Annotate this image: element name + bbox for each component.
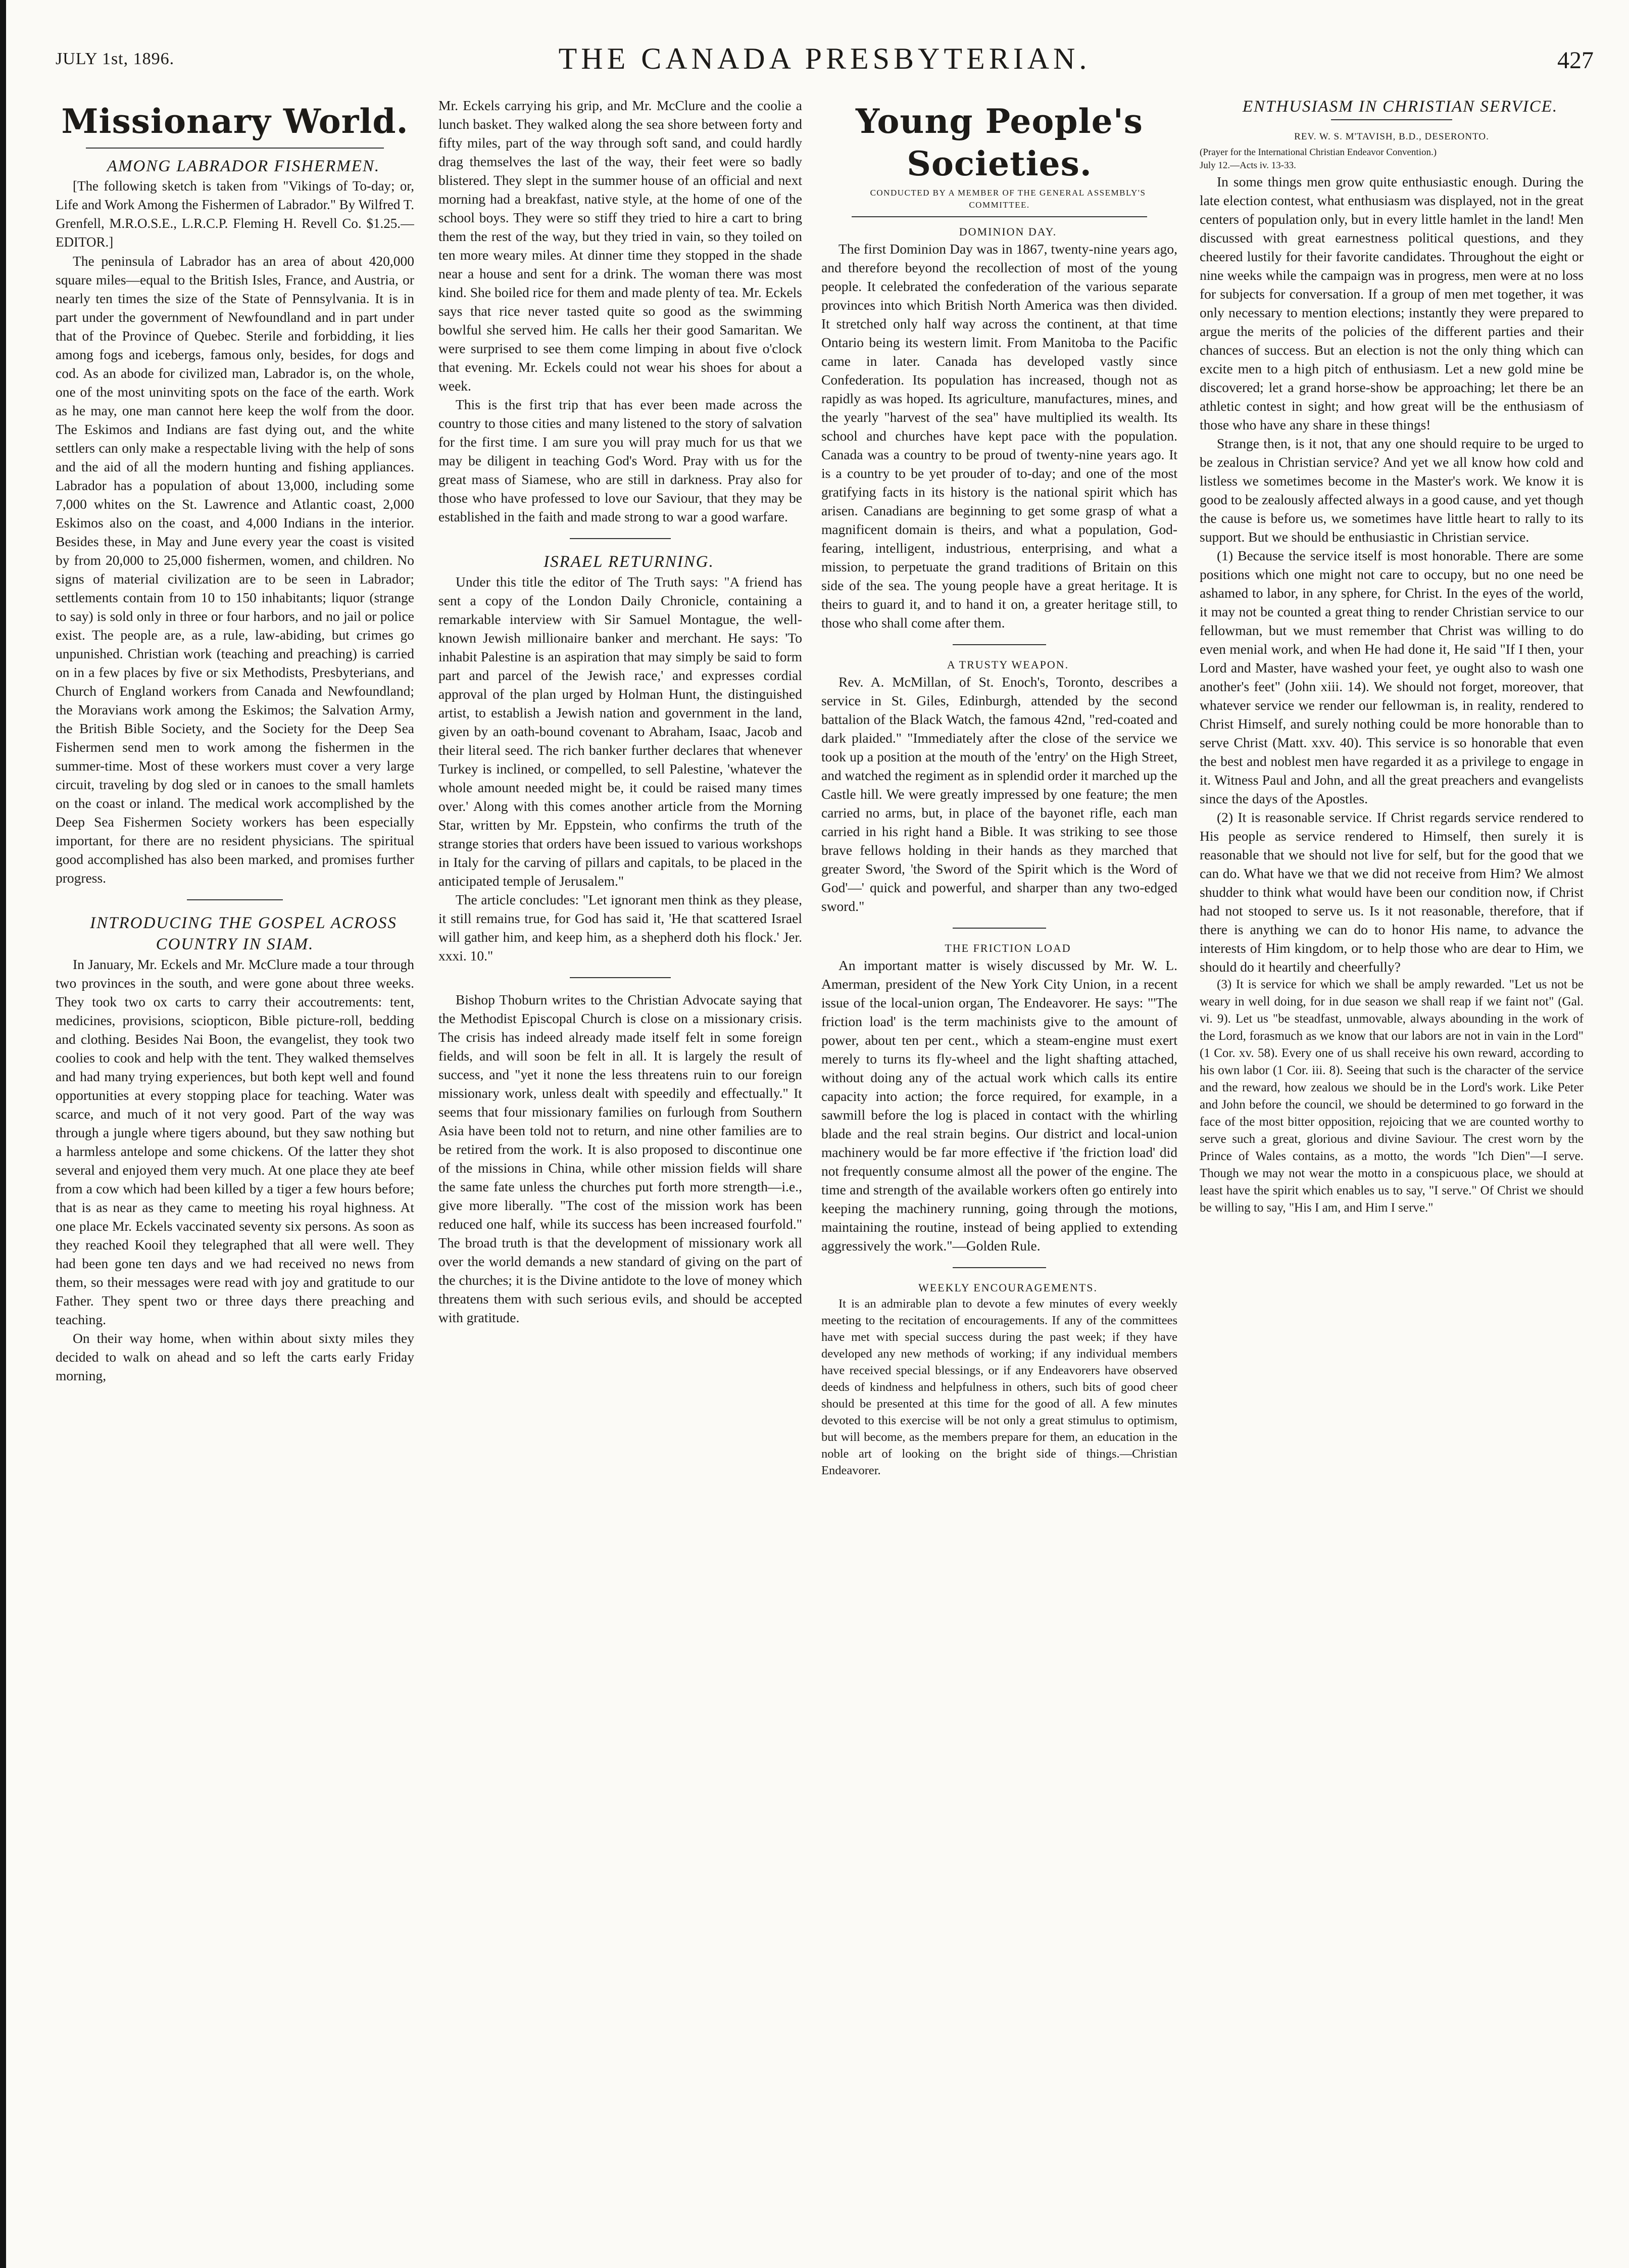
section-body-friction-load: An important matter is wisely discussed by Mr. W. L. Amerman, president of the New York City Union, in a recent issue of the local-union organ, The Endeavorer. He says: "'The friction load' is the term machinists give to the amount of power, about ten per cent., which a steam-engine must exert merely to turns its fly-wheel and the light shafting attached, without doing any of the actual work which calls its entire capacity into action; the force required, for example, in a sawmill before the log is placed in contact with the whirling blade and the real strain begins. Our district and local-union machinery would be far more effective if 'the friction load' did not frequently consume almost all the power of the engine. The time and strength of the available workers often go entirely into keeping the machinery running, going through the motions, maintaining the routine, instead of being applied to extending aggressively the work."—Golden Rule.: [821, 957, 1177, 1253]
divider: [953, 644, 1046, 645]
page-binding-edge: [0, 0, 6, 2268]
divider: [953, 1267, 1046, 1268]
article-body-enthusiasm-5: (3) It is service for which we shall be amply rewarded. "Let us not be weary in well doing, for in due season we shall reap if we faint not" (Gal. vi. 9). Let us "be steadfast, unmovable, always abounding in the work of the Lord, forasmuch as we know that our labors are not in vain in the Lord" (1 Cor. xv. 58). Every one of us shall receive his own reward, according to his own labor (1 Cor. iii. 8). Seeing that such is the character of the service and the reward, how zealous we should be in the Lord's work. Like Peter and John before the council, we should be determined to go forward in the face of the most bitter opposition, rejoicing that we are counted worthy to serve such a great, glorious and divine Saviour. The crest worn by the Prince of Wales contains, as a motto, the words "Ich Dien"—I serve. Though we may not wear the motto in a conspicuous place, we should at least have the spirit which enables us to say, "I serve." Of Christ we should be willing to say, "His I am, and Him I serve.": [1200, 978, 1584, 1215]
divider: [570, 977, 671, 978]
article-body-siam-2: On their way home, when within about sixty miles they decided to walk on ahead and so left the carts early Friday morning,: [56, 1330, 414, 1383]
article-body-enthusiasm-4: (2) It is reasonable service. If Christ regards service rendered to His people as service rendered to Himself, then surely it is reasonable that we should not live for self, but for the good that we can do. What have we that we did not receive from Him? We almost shudder to think what would have been our condition now, if Christ had not stooped to serve us. Is it not reasonable, therefore, that if there is anything we can do to honor His name, to advance the interests of Him kingdom, or to help those who are dear to Him, we should do it heartily and cheerfully?: [1200, 809, 1584, 975]
article-body-labrador: The peninsula of Labrador has an area of about 420,000 square miles—equal to the British Isles, France, and Austria, or nearly ten times the size of the State of Pennsylvania. It is in part under the government of Newfoundland and in part under that of the Province of Quebec. Sterile and forbidding, it lies among fogs and icebergs, famous only, besides, for dogs and cod. As an abode for civilized man, Labrador is, on the whole, one of the most uninviting spots on the face of the earth. Work as he may, one man cannot here keep the wolf from the door. The Eskimos and Indians are fast dying out, and the white settlers can only make a respectable living with the help of sons and the aid of all the modern hunting and fishing appliances. Labrador has a population of about 13,000, including some 7,000 whites on the St. Lawrence and Atlantic coast, 2,000 Eskimos also on the coast, and 4,000 Indians in the interior. Besides these, in May and June every year the coast is visited by from 20,000 to 25,000 fishermen, women, and children. No signs of material civilization are to be seen in Labrador; settlements contain from 10 to 150 inhabitants; liquor (strange to say) is sold only in three or four harbors, and no jail or police exist. The people are, as a rule, law-abiding, but crimes go unpunished. Christian work (teaching and preaching) is carried on in a few places by five or six Methodists, Presbyterians, and Church of England workers from Canada and Newfoundland; the Moravians work among the Eskimos; the Salvation Army, the British Bible Society, and the Society for the Deep Sea Fishermen send men to work among the fishermen in the summer-time. Most of these workers must cover a very large circuit, traveling by dog sled or in canoes to the small hamlets on the coast or inland. The medical work accomplished by the Deep Sea Fishermen Society workers has been especially important, for there are no resident physicians. The spiritual good accomplished has also been marked, and promises further progress.: [56, 253, 414, 886]
article-body-thoburn: Bishop Thoburn writes to the Christian Advocate saying that the Methodist Episcopal Church is close on a missionary crisis. The crisis has indeed already made itself felt in some foreign fields, and will soon be felt in all. It is largely the result of success, and "yet it none the less threatens ruin to our foreign missionary work, unless dealt with speedily and effectually." It seems that four missionary families on furlough from Southern Asia have been told not to return, and nine other families are to be retired from the work. It is also proposed to discontinue one of the missions in China, while other mission fields will share the same fate unless the churches put forth more strength—i.e., give more liberally. "The cost of the mission work has been reduced one half, while its success has been increased fourfold." The broad truth is that the development of missionary work all over the world demands a new standard of giving on the part of the churches; it is the Divine antidote to the love of money which threatens them with such serious evils, and should be accepted with gratitude.: [438, 992, 802, 1325]
editor-note: [The following sketch is taken from "Vikings of To-day; or, Life and Work Among the Fishermen of Labrador." By Wilfred T. Grenfell, M.R.O.S.E., L.R.C.P. Fleming H. Revell Co. $1.25.—EDITOR.]: [56, 178, 414, 250]
divider: [852, 216, 1147, 217]
column-3: [821, 96, 1177, 2243]
section-title-weekly-encouragements: WEEKLY ENCOURAGEMENTS.: [918, 1281, 1098, 1294]
article-body-siam-continued: Mr. Eckels carrying his grip, and Mr. McClure and the coolie a lunch basket. They walked along the sea shore between forty and fifty miles, part of the way through soft sand, and could hardly drag themselves the last of the way, their feet were so badly blistered. They slept in the summer house of an official and next morning had a breakfast, native style, at the home of one of the school boys. They were so stiff they tried to hire a cart to bring them the rest of the way, but they tried in vain, so they toiled on ten more weary miles. At dinner time they stopped in the shade near a house and sent for a drink. The woman there was most kind. She boiled rice for them and made plenty of tea. Mr. Eckels says that rice never tasted quite so good as the swimming bowlful she served him. He calls her their good Samaritan. We were surprised to see them come limping in about five o'clock that evening. Mr. Eckels could not wear his shoes for about a week.: [438, 98, 802, 394]
page-header: [56, 39, 1594, 95]
article-body-siam: In January, Mr. Eckels and Mr. McClure made a tour through two provinces in the south, and were gone about three weeks. They took two ox carts to carry their accoutrements: tent, medicines, provisions, sciopticon, Bible picture-roll, bedding and clothing. Besides Nai Boon, the evangelist, they took two coolies to cook and help with the tent. They walked themselves and had many trying experiences, but both kept well and found opportunities at every stopping place for teaching. Water was scarce, and much of it not very good. Part of the way was through a jungle where tigers abound, but they saw nothing but a harmless antelope and some chickens. Of the latter they shot several and enjoyed them very much. At one place they ate beef from a cow which had been killed by a tiger a few hours before; that is as near as they came to meeting his royal highness. At one place Mr. Eckels vaccinated seventy six persons. As soon as they reached Kooil they telegraphed that all were well. They had been gone ten days and we had received no news from them, so their messages were read with joy and gratitude to our Father. They spent two or three days there preaching and teaching.: [56, 956, 414, 1327]
column-4: [1200, 96, 1584, 2243]
section-title-dominion-day: DOMINION DAY.: [959, 225, 1057, 238]
divider: [1331, 119, 1452, 120]
divider: [187, 899, 283, 900]
divider: [570, 538, 671, 539]
issue-date: JULY 1st, 1896.: [56, 50, 175, 68]
article-body-enthusiasm-1: In some things men grow quite enthusiastic enough. During the late election contest, what enthusiasm was displayed, not in the great centers of population only, but in every little hamlet in the land! Men discussed with great earnestness political questions, and they cheered lustily for their favorite candidates. Throughout the eight or nine weeks while the campaign was in progress, men were at no loss for subjects for conversation. If a group of men met together, it was only necessary to mention elections; instantly they were prepared to argue the merits of the policies of the different parties and their chances of success. But an election is not the only thing which can excite men to a high pitch of enthusiasm. Let a new gold mine be discovered; let a grand horse-show be approaching; let there be an athletic contest in sight; and how great will be the enthusiasm of those who have any share in these things!: [1200, 174, 1584, 432]
page-number: 427: [1557, 47, 1594, 74]
article-byline: REV. W. S. M'TAVISH, B.D., DESERONTO.: [1294, 131, 1489, 142]
article-body-enthusiasm-2: Strange then, is it not, that any one should require to be urged to be zealous in Christian service? And yet we all know how cold and listless we sometimes become in the Master's work. We know it is good to be zealously affected always in a good cause, and yet though the cause is before us, we sometimes have little heart to rally to its support. But we should be enthusiastic in Christian service.: [1200, 436, 1584, 545]
divider: [86, 148, 384, 149]
department-heading-missionary: Missionary World.: [61, 102, 409, 141]
article-body-israel: Under this title the editor of The Truth says: "A friend has sent a copy of the London Daily Chronicle, containing a remarkable interview with Sir Samuel Montague, the well-known Jewish millionaire banker and merchant. He says: 'To inhabit Palestine is an aspiration that may simply be said to form part and parcel of the Jewish race,' and expresses cordial approval of the plan urged by Holman Hunt, the distinguished artist, to establish a Jewish nation and government in the land, given by an oath-bound covenant to Abraham, Isaac, Jacob and their literal seed. The rich banker further declares that whenever Turkey is inclined, or compelled, to sell Palestine, 'whatever the whole amount needed might be, it could be raised many times over.' Along with this comes another article from the Morning Star, written by Mr. Eppstein, who confirms the truth of the strange stories that orders have been issued to various workshops in Italy for the carving of pillars and capitals, to be placed in the anticipated temple of Jerusalem.": [438, 574, 802, 889]
department-subheading: CONDUCTED BY A MEMBER OF THE GENERAL ASSEMBLY'S COMMITTEE.: [870, 188, 1146, 210]
section-title-trusty-weapon: A TRUSTY WEAPON.: [947, 658, 1069, 671]
article-body-siam-closing: This is the first trip that has ever been made across the country to those cities and many listened to the story of salvation for the first time. I am sure you will pray much for us that we may be diligent in teaching God's Word. Pray with us for the great mass of Siamese, who are still in darkness. Pray also for those who have professed to love our Saviour, that they may be established in the faith and made strong to war a good warfare.: [438, 397, 802, 524]
column-1: [56, 96, 414, 2243]
article-title-siam: INTRODUCING THE GOSPEL ACROSS COUNTRY IN SIAM.: [90, 914, 397, 953]
article-title-labrador: AMONG LABRADOR FISHERMEN.: [107, 157, 380, 175]
column-2: [438, 96, 802, 2243]
article-title-enthusiasm: ENTHUSIASM IN CHRISTIAN SERVICE.: [1242, 98, 1558, 116]
divider: [953, 928, 1046, 929]
section-body-dominion-day: The first Dominion Day was in 1867, twenty-nine years ago, and therefore beyond the recollection of most of the young people. It celebrated the confederation of the various separate provinces into which British North America was then divided. It stretched only half way across the continent, at that time Ontario being its western limit. From Manitoba to the Pacific came in later. Canada has developed vastly since Confederation. Its population has increased, though not as rapidly as was hoped. Its agriculture, manufactures, mines, and the yearly "harvest of the sea" have multiplied its wealth. Its school and churches have kept pace with the population. Canada was a country to be proud of twenty-nine years ago. It is a country to be yet prouder of to-day; and one of the most gratifying facts in its history is the national spirit which has arisen. Canadians are beginning to get some grasp of what a magnificent domain is theirs, and what a population, God-fearing, intelligent, industrious, enterprising, and what a mission, to perpetuate the grand traditions of Britain on this side of the sea. The young people have a great heritage. It is theirs to guard it, and to hand it on, a greater heritage still, to those who shall come after them.: [821, 241, 1177, 631]
article-title-israel: ISRAEL RETURNING.: [544, 553, 714, 571]
scripture-reference: July 12.—Acts iv. 13-33.: [1200, 160, 1296, 171]
prayer-note: (Prayer for the International Christian Endeavor Convention.): [1200, 147, 1437, 158]
section-title-friction-load: THE FRICTION LOAD: [945, 942, 1071, 954]
section-body-trusty-weapon: Rev. A. McMillan, of St. Enoch's, Toronto, describes a service in St. Giles, Edinburgh, attended by the second battalion of the Black Watch, the famous 42nd, "red-coated and dark plaided." "Immediately after the close of the service we took up a position at the mouth of the 'entry' on the High Street, and watched the regiment as in splendid order it marched up the Castle hill. We were greatly impressed by one feature; the men carried no arms, but, in place of the bayonet rifle, each man carried in his right hand a Bible. It was striking to see those brave fellows holding in their hands as they marched that greater Sword, 'the Sword of the Spirit which is the Word of God'—' quick and powerful, and sharper than any two-edged sword.": [821, 674, 1177, 914]
article-body-israel-2: The article concludes: "Let ignorant men think as they please, it still remains true, for God has said it, 'He that scattered Israel will gather him, and keep him, as a shepherd doth his flock.' Jer. xxxi. 10.": [438, 892, 802, 963]
article-body-enthusiasm-3: (1) Because the service itself is most honorable. There are some positions which one might not care to occupy, but no one need be ashamed to labor, in any sphere, for Christ. In the eyes of the world, it may not be counted a great thing to render Christian service to our fellowman, but we must remember that Christ was willing to do even menial work, and when He had done it, He said "If I then, your Lord and Master, have washed your feet, ye ought also to wash one another's feet" (John xiii. 14). We should not forget, moreover, that whatever service we render our fellowman is, in reality, rendered to Christ Himself, and surely nothing could be more honorable than to serve Christ (Matt. xxv. 40). This service is so honorable that even the best and noblest men have regarded it as a privilege to engage in it. Witness Paul and John, and all the great preachers and evangelists since the days of the Apostles.: [1200, 548, 1584, 806]
section-body-weekly-encouragements: It is an admirable plan to devote a few minutes of every weekly meeting to the recitation of encouragements. If any of the committees have met with special success during the past week; if they have developed any new methods of working; if any individual members have received special blessings, or if any Endeavorers have observed deeds of kindness and helpfulness in others, such bits of good cheer should be presented at this time for the good of all. A few minutes devoted to this exercise will be not only a great stimulus to optimism, but will become, as the members prepare for them, an education in the noble art of looking on the bright side of things.—Christian Endeavorer.: [821, 1297, 1177, 1477]
department-heading-young-peoples: Young People's Societies.: [856, 102, 1143, 183]
publication-title: THE CANADA PRESBYTERIAN.: [558, 42, 1091, 75]
